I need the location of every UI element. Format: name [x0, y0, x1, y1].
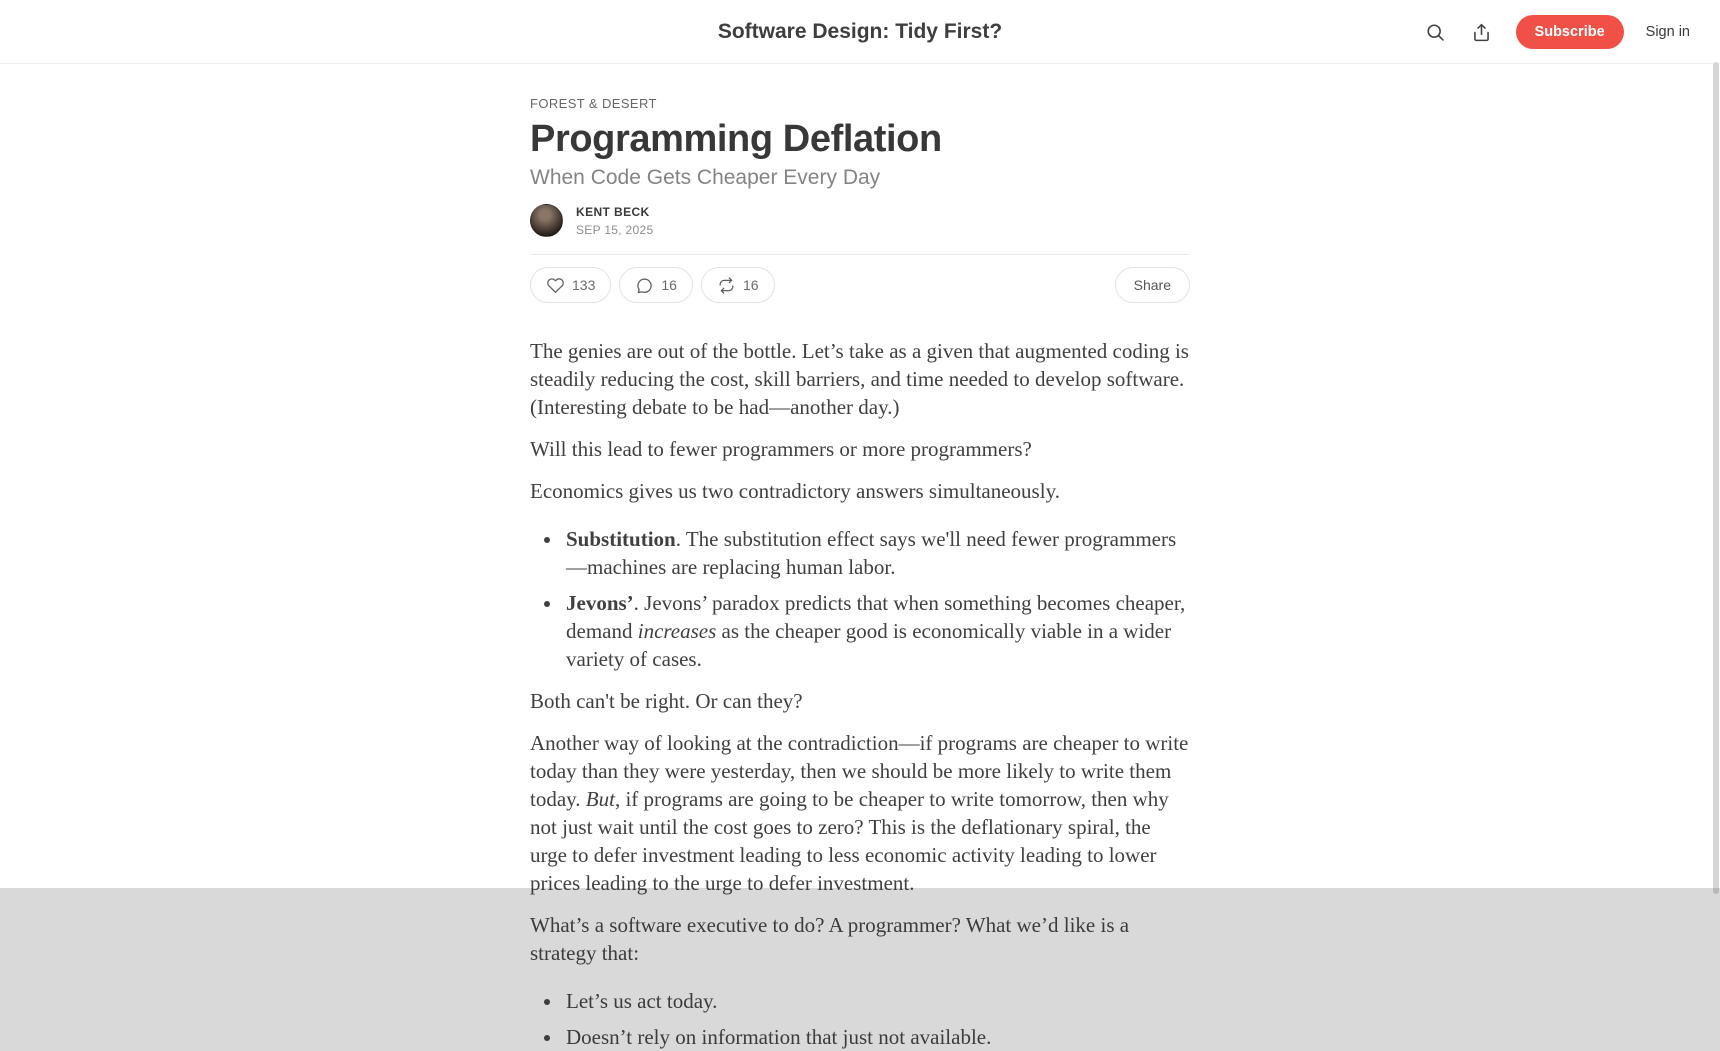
paragraph: Will this lead to fewer programmers or more programmers? — [530, 437, 1032, 461]
scrollbar-track — [1712, 0, 1720, 968]
paragraph: Economics gives us two contradictory answers simultaneously. — [530, 479, 1060, 503]
publication-title[interactable]: Software Design: Tidy First? — [717, 20, 1003, 43]
restack-icon — [717, 276, 736, 295]
category-label[interactable]: FOREST & DESERT — [530, 96, 657, 111]
author-avatar[interactable] — [530, 204, 563, 237]
list-item: • Doesn’t rely on information that just not available. — [563, 1023, 1190, 1051]
top-nav — [0, 0, 1720, 64]
share-label: Share — [1133, 277, 1171, 293]
bullet-list — [530, 525, 1190, 673]
author-name[interactable]: KENT BECK — [576, 204, 650, 219]
dim-overlay — [0, 888, 1720, 1051]
comment-bubble-icon — [635, 276, 654, 295]
list-item: • Substitution. The substitution effect says we'll need fewer programmers—machines are replacing human labor. — [563, 525, 1190, 581]
restack-count: 16 — [742, 277, 759, 293]
engagement-bar — [530, 254, 1190, 303]
scrollbar-thumb[interactable] — [1713, 62, 1719, 894]
list-item: • Jevons’. Jevons’ paradox predicts that when something becomes cheaper, demand increases as the cheaper good is economically viable in a wider variety of cases. — [563, 589, 1190, 673]
paragraph: Another way of looking at the contradiction—if programs are cheaper to write today than they were yesterday, then we should be more likely to write them today. But, if programs are going to be cheaper to write tomorrow, then why not just wait until the cost goes to zero? This is the deflationary spiral, the urge to defer investment leading to less economic activity leading to lower prices leading to the urge to defer investment. — [530, 731, 1189, 895]
like-count: 133 — [572, 277, 596, 293]
signin-link[interactable]: Sign in — [1645, 24, 1690, 40]
upload-share-icon — [1471, 22, 1492, 43]
author-byline — [530, 204, 1190, 237]
heart-icon — [546, 276, 565, 295]
like-button[interactable] — [530, 267, 611, 303]
subscribe-button[interactable]: Subscribe — [1516, 15, 1624, 49]
list-item: • Let’s us act today. — [563, 987, 1190, 1015]
search-icon — [1425, 22, 1446, 43]
header-actions — [1424, 0, 1690, 64]
share-post-button[interactable] — [1470, 20, 1494, 44]
comment-count: 16 — [661, 277, 677, 293]
comment-button[interactable] — [619, 267, 693, 303]
post-date: SEP 15, 2025 — [576, 222, 654, 237]
paragraph: What’s a software executive to do? A programmer? What we’d like is a strategy that: — [530, 913, 1130, 965]
share-button[interactable] — [1115, 267, 1190, 303]
author-meta — [576, 205, 653, 237]
restack-button[interactable] — [701, 267, 775, 303]
search-button[interactable] — [1424, 20, 1448, 44]
paragraph: The genies are out of the bottle. Let’s take as a given that augmented coding is steadily reducing the cost, skill barriers, and time needed to develop software. (Interesting debate to be had—another day.) — [530, 339, 1189, 419]
post-title: Programming Deflation — [530, 118, 942, 160]
post-subtitle: When Code Gets Cheaper Every Day — [530, 166, 881, 189]
paragraph: Both can't be right. Or can they? — [530, 689, 803, 713]
